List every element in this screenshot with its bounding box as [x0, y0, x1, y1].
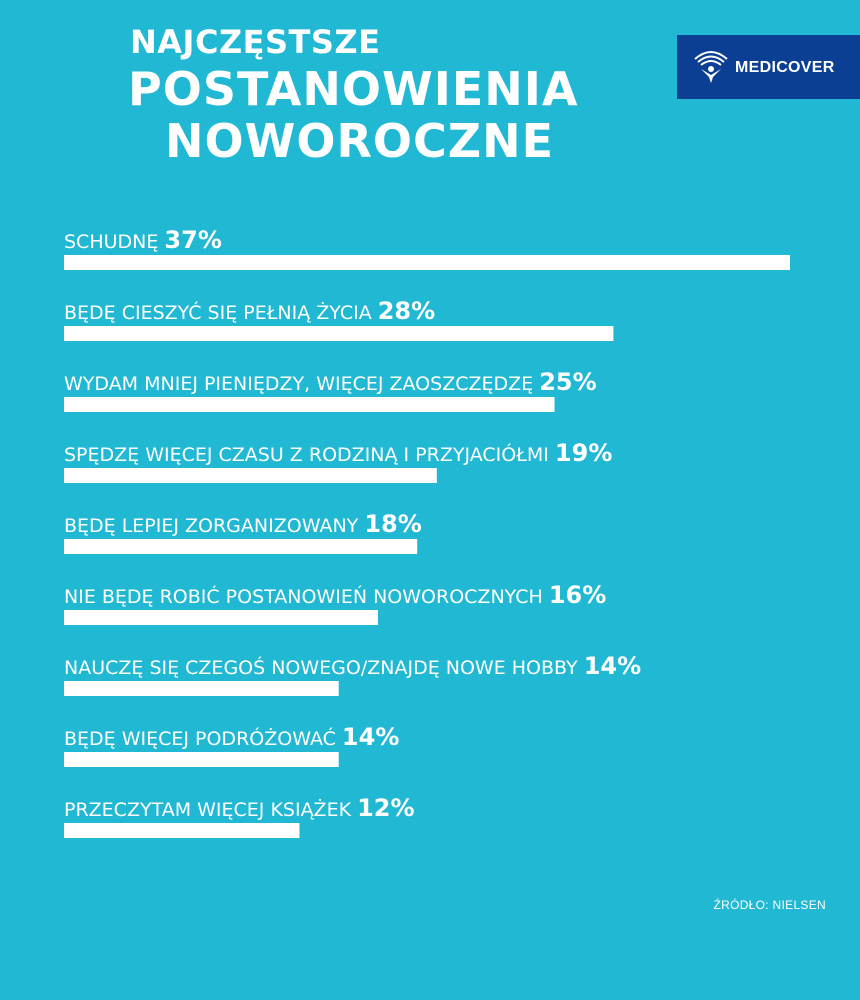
value-label-9: 12% — [357, 794, 415, 822]
value-label-6: 16% — [548, 581, 607, 609]
bar-5 — [64, 539, 417, 554]
category-label-3: WYDAM MNIEJ PIENIĘDZY, WIĘCEJ ZAOSZCZĘDZĘ — [64, 373, 540, 395]
value-label-4: 19% — [554, 439, 613, 467]
bar-3 — [64, 397, 555, 412]
category-label-8: BĘDĘ WIĘCEJ PODRÓŻOWAĆ — [64, 728, 342, 750]
bar-8 — [64, 752, 339, 767]
logo-text: MEDICOVER — [735, 59, 835, 76]
value-label-8: 14% — [341, 723, 400, 751]
value-label-2: 28% — [377, 297, 436, 325]
bar-label-5 — [64, 510, 422, 538]
value-label-7: 14% — [583, 652, 642, 680]
bar-label-4 — [64, 439, 612, 467]
category-label-7: NAUCZĘ SIĘ CZEGOŚ NOWEGO/ZNAJDĘ NOWE HOBBY — [64, 657, 584, 679]
category-label-6: NIE BĘDĘ ROBIĆ POSTANOWIEŃ NOWOROCZNYCH — [64, 586, 549, 608]
bar-label-3 — [64, 368, 597, 396]
bar-label-9 — [64, 794, 415, 822]
title-line-1: NAJCZĘSTSZE — [130, 23, 381, 61]
bar-label-8 — [64, 723, 399, 751]
category-label-5: BĘDĘ LEPIEJ ZORGANIZOWANY — [64, 515, 365, 537]
value-label-1: 37% — [164, 226, 222, 254]
value-label-3: 25% — [539, 368, 597, 396]
category-label-9: PRZECZYTAM WIĘCEJ KSIĄŻEK — [64, 799, 358, 821]
title-line-3: NOWOROCZNE — [165, 114, 555, 168]
bar-9 — [64, 823, 299, 838]
bar-label-7 — [64, 652, 641, 680]
bar-label-2 — [64, 297, 435, 325]
bar-label-1 — [64, 226, 222, 254]
bar-7 — [64, 681, 339, 696]
title-line-2: POSTANOWIENIA — [128, 62, 579, 116]
bar-label-6 — [64, 581, 606, 609]
category-label-2: BĘDĘ CIESZYĆ SIĘ PEŁNIĄ ŻYCIA — [64, 302, 378, 324]
bar-6 — [64, 610, 378, 625]
bar-4 — [64, 468, 437, 483]
bar-2 — [64, 326, 613, 341]
bar-1 — [64, 255, 790, 270]
category-label-1: SCHUDNĘ — [64, 231, 165, 253]
value-label-5: 18% — [364, 510, 422, 538]
source-note: ŹRÓDŁO: NIELSEN — [713, 898, 826, 912]
category-label-4: SPĘDZĘ WIĘCEJ CZASU Z RODZINĄ I PRZYJACIÓŁMI — [64, 444, 555, 466]
